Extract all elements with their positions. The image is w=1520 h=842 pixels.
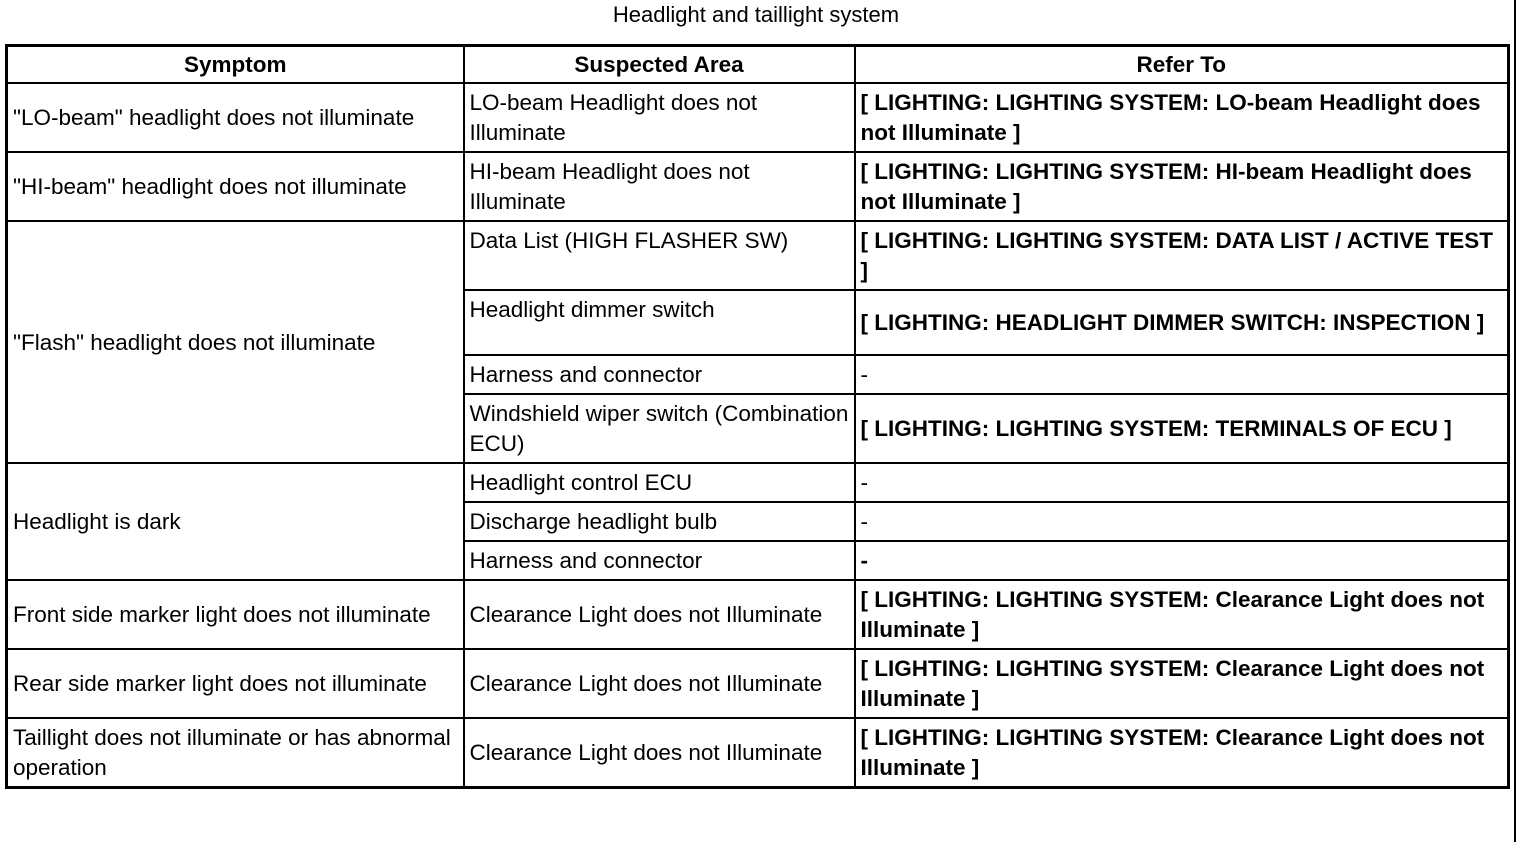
- suspected-area-cell: Clearance Light does not Illuminate: [464, 580, 855, 649]
- refer-to-cell: [ LIGHTING: LIGHTING SYSTEM: DATA LIST / ACTIVE TEST ]: [855, 221, 1509, 290]
- refer-to-cell: [ LIGHTING: LIGHTING SYSTEM: Clearance Light does not Illuminate ]: [855, 580, 1509, 649]
- refer-to-cell: -: [855, 502, 1509, 541]
- table-row: [7, 580, 1509, 649]
- symptom-cell: Rear side marker light does not illuminate: [7, 649, 464, 718]
- column-header-symptom: Symptom: [7, 46, 464, 84]
- suspected-area-cell: Harness and connector: [464, 541, 855, 580]
- symptom-cell: Taillight does not illuminate or has abnormal operation: [7, 718, 464, 788]
- suspected-area-cell: Clearance Light does not Illuminate: [464, 649, 855, 718]
- table-row: [7, 221, 1509, 290]
- suspected-area-cell: HI-beam Headlight does not Illuminate: [464, 152, 855, 221]
- refer-to-cell: [ LIGHTING: LIGHTING SYSTEM: HI-beam Headlight does not Illuminate ]: [855, 152, 1509, 221]
- table-row: [7, 83, 1509, 152]
- table-row: [7, 463, 1509, 502]
- refer-to-cell: [ LIGHTING: LIGHTING SYSTEM: TERMINALS OF ECU ]: [855, 394, 1509, 463]
- refer-to-cell: [ LIGHTING: LIGHTING SYSTEM: Clearance Light does not Illuminate ]: [855, 718, 1509, 788]
- refer-to-cell: [ LIGHTING: HEADLIGHT DIMMER SWITCH: INSPECTION ]: [855, 290, 1509, 355]
- refer-to-cell: -: [855, 541, 1509, 580]
- suspected-area-cell: Clearance Light does not Illuminate: [464, 718, 855, 788]
- symptom-cell: "LO-beam" headlight does not illuminate: [7, 83, 464, 152]
- refer-to-cell: [ LIGHTING: LIGHTING SYSTEM: Clearance Light does not Illuminate ]: [855, 649, 1509, 718]
- refer-to-cell: -: [855, 355, 1509, 394]
- symptom-cell: Front side marker light does not illuminate: [7, 580, 464, 649]
- header-row: [7, 46, 1509, 84]
- table-title: Headlight and taillight system: [612, 2, 900, 27]
- troubleshooting-table: [5, 44, 1510, 789]
- page-edge-rule: [1514, 0, 1516, 842]
- symptom-cell: Headlight is dark: [7, 463, 464, 580]
- suspected-area-cell: Data List (HIGH FLASHER SW): [464, 221, 855, 290]
- suspected-area-cell: Headlight control ECU: [464, 463, 855, 502]
- table-row: [7, 152, 1509, 221]
- suspected-area-cell: Discharge headlight bulb: [464, 502, 855, 541]
- column-header-suspected-area: Suspected Area: [464, 46, 855, 84]
- table-row: [7, 718, 1509, 788]
- symptom-cell: "HI-beam" headlight does not illuminate: [7, 152, 464, 221]
- column-header-refer-to: Refer To: [855, 46, 1509, 84]
- suspected-area-cell: Headlight dimmer switch: [464, 290, 855, 355]
- refer-to-cell: [ LIGHTING: LIGHTING SYSTEM: LO-beam Headlight does not Illuminate ]: [855, 83, 1509, 152]
- suspected-area-cell: LO-beam Headlight does not Illuminate: [464, 83, 855, 152]
- suspected-area-cell: Windshield wiper switch (Combination ECU): [464, 394, 855, 463]
- suspected-area-cell: Harness and connector: [464, 355, 855, 394]
- symptom-cell: "Flash" headlight does not illuminate: [7, 221, 464, 463]
- refer-to-cell: -: [855, 463, 1509, 502]
- table-row: [7, 649, 1509, 718]
